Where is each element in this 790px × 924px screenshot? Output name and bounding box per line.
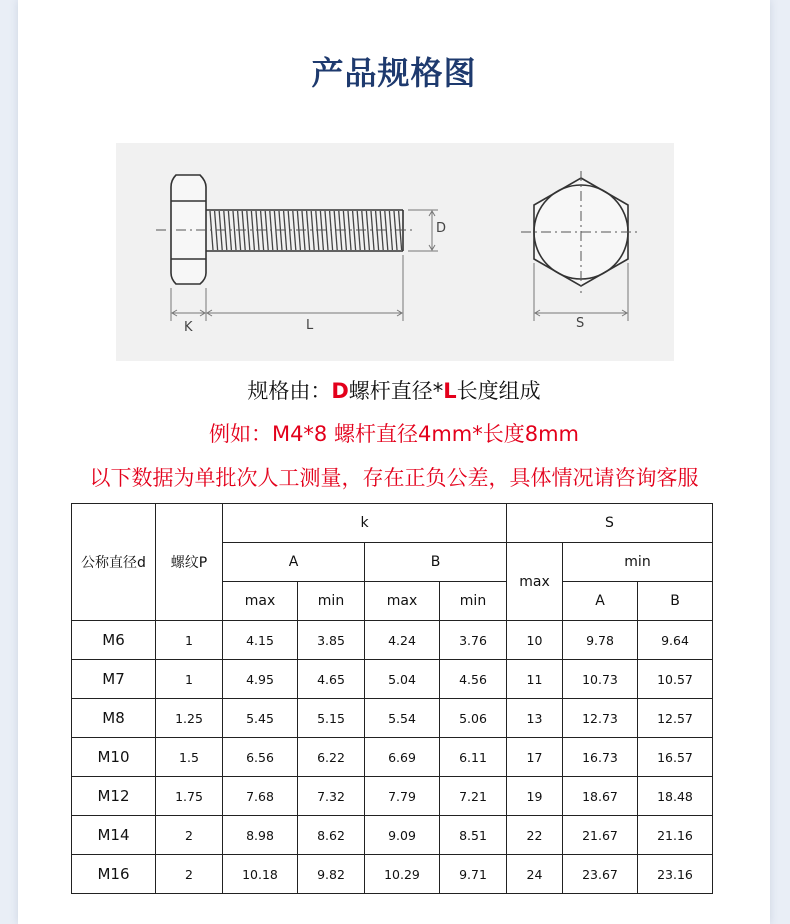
value-cell: 18.67: [563, 777, 638, 816]
value-cell: 5.45: [223, 699, 298, 738]
value-cell: 9.71: [440, 855, 507, 894]
header-s-max: max: [507, 543, 563, 621]
value-cell: 4.65: [298, 660, 365, 699]
header-k-a: A: [223, 543, 365, 582]
value-cell: 1: [156, 621, 223, 660]
value-cell: 5.04: [365, 660, 440, 699]
value-cell: 17: [507, 738, 563, 777]
value-cell: 19: [507, 777, 563, 816]
table-row: [72, 738, 713, 777]
value-cell: 7.32: [298, 777, 365, 816]
spec-d-letter: D: [331, 379, 349, 403]
l-label: L: [306, 318, 314, 333]
value-cell: 4.95: [223, 660, 298, 699]
value-cell: 7.21: [440, 777, 507, 816]
value-cell: 13: [507, 699, 563, 738]
d-label: D: [436, 221, 447, 236]
value-cell: 23.67: [563, 855, 638, 894]
table-row: [72, 699, 713, 738]
spec-table: [71, 503, 713, 894]
size-cell: M7: [72, 660, 156, 699]
value-cell: 9.78: [563, 621, 638, 660]
header-s: S: [507, 504, 713, 543]
spec-prefix: 规格由：: [247, 379, 332, 403]
value-cell: 6.69: [365, 738, 440, 777]
spec-d-desc: 螺杆直径*: [348, 379, 444, 403]
size-cell: M14: [72, 816, 156, 855]
value-cell: 21.67: [563, 816, 638, 855]
value-cell: 23.16: [638, 855, 713, 894]
header-k-a-max: max: [223, 582, 298, 621]
value-cell: 4.15: [223, 621, 298, 660]
example-line: 例如：M4*8 螺杆直径4mm*长度8mm: [208, 422, 580, 446]
table-row: [72, 660, 713, 699]
value-cell: 18.48: [638, 777, 713, 816]
size-cell: M8: [72, 699, 156, 738]
header-k-b: B: [365, 543, 507, 582]
spec-card: [18, 0, 770, 924]
header-k-b-max: max: [365, 582, 440, 621]
spec-composition-line: [18, 375, 770, 405]
value-cell: 21.16: [638, 816, 713, 855]
value-cell: 10: [507, 621, 563, 660]
value-cell: 4.56: [440, 660, 507, 699]
size-cell: M12: [72, 777, 156, 816]
value-cell: 5.54: [365, 699, 440, 738]
value-cell: 9.09: [365, 816, 440, 855]
table-row: [72, 621, 713, 660]
header-thread-pitch: 螺纹P: [156, 504, 223, 621]
value-cell: 9.64: [638, 621, 713, 660]
value-cell: 22: [507, 816, 563, 855]
value-cell: 24: [507, 855, 563, 894]
value-cell: 9.82: [298, 855, 365, 894]
value-cell: 7.68: [223, 777, 298, 816]
value-cell: 1.25: [156, 699, 223, 738]
value-cell: 10.18: [223, 855, 298, 894]
value-cell: 3.85: [298, 621, 365, 660]
k-label: K: [184, 320, 193, 335]
value-cell: 1: [156, 660, 223, 699]
header-s-min-a: A: [563, 582, 638, 621]
value-cell: 6.22: [298, 738, 365, 777]
header-s-min: min: [563, 543, 713, 582]
page-title: 产品规格图: [311, 54, 477, 92]
value-cell: 10.73: [563, 660, 638, 699]
bolt-dimension-diagram: [116, 143, 674, 361]
size-cell: M10: [72, 738, 156, 777]
header-k-a-min: min: [298, 582, 365, 621]
table-row: [72, 816, 713, 855]
header-s-min-b: B: [638, 582, 713, 621]
value-cell: 3.76: [440, 621, 507, 660]
value-cell: 12.73: [563, 699, 638, 738]
header-nominal-diameter: 公称直径d: [72, 504, 156, 621]
value-cell: 12.57: [638, 699, 713, 738]
s-label: S: [576, 316, 585, 331]
header-k: k: [223, 504, 507, 543]
value-cell: 16.57: [638, 738, 713, 777]
value-cell: 5.15: [298, 699, 365, 738]
tolerance-note: 以下数据为单批次人工测量，存在正负公差，具体情况请咨询客服: [89, 466, 699, 490]
value-cell: 16.73: [563, 738, 638, 777]
value-cell: 2: [156, 855, 223, 894]
spec-l-letter: L: [443, 379, 457, 403]
value-cell: 2: [156, 816, 223, 855]
size-cell: M16: [72, 855, 156, 894]
value-cell: 1.5: [156, 738, 223, 777]
size-cell: M6: [72, 621, 156, 660]
value-cell: 8.62: [298, 816, 365, 855]
table-row: [72, 777, 713, 816]
value-cell: 8.98: [223, 816, 298, 855]
spec-l-desc: 长度组成: [456, 379, 541, 403]
value-cell: 4.24: [365, 621, 440, 660]
value-cell: 10.57: [638, 660, 713, 699]
value-cell: 10.29: [365, 855, 440, 894]
table-row: [72, 855, 713, 894]
header-k-b-min: min: [440, 582, 507, 621]
value-cell: 1.75: [156, 777, 223, 816]
value-cell: 6.56: [223, 738, 298, 777]
value-cell: 8.51: [440, 816, 507, 855]
value-cell: 7.79: [365, 777, 440, 816]
value-cell: 6.11: [440, 738, 507, 777]
value-cell: 11: [507, 660, 563, 699]
value-cell: 5.06: [440, 699, 507, 738]
